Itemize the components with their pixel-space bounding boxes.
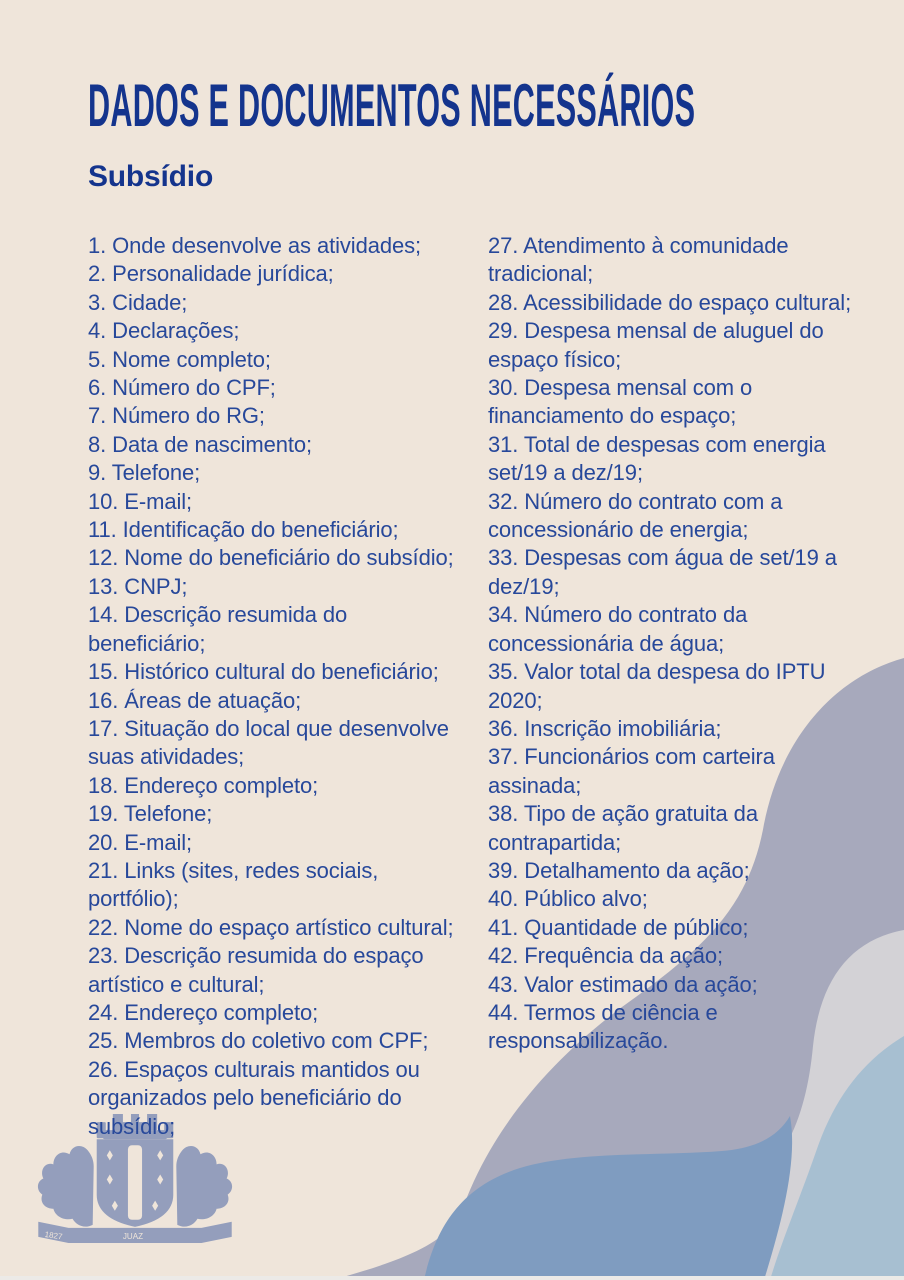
list-item: 38. Tipo de ação gratuita da contrapartida;: [488, 801, 758, 855]
list-item: 17. Situação do local que desenvolve suas atividades;: [88, 715, 449, 770]
list-item: 13. CNPJ;: [88, 573, 188, 599]
requirements-column-right: [488, 232, 866, 1056]
list-item: 34. Número do contrato da concessionária de água;: [488, 602, 748, 656]
list-item: 7. Número do RG;: [88, 403, 265, 429]
list-item: 2. Personalidade jurídica;: [88, 261, 334, 287]
list-item: 32. Número do contrato com a concessionário de energia;: [488, 488, 783, 543]
list-item: 30. Despesa mensal com o financiamento do espaço;: [488, 375, 753, 429]
list-item: 22. Nome do espaço artístico cultural;: [88, 914, 454, 940]
list-item: 41. Quantidade de público;: [488, 914, 749, 940]
list-item: 20. E-mail;: [88, 829, 193, 855]
list-item: 35. Valor total da despesa do IPTU 2020;: [488, 659, 826, 713]
list-item: 1. Onde desenvolve as atividades;: [88, 233, 422, 258]
page-subtitle: Subsídio: [88, 160, 214, 193]
requirements-column-left: [88, 232, 466, 1141]
list-item: 24. Endereço completo;: [88, 999, 319, 1025]
list-item: 43. Valor estimado da ação;: [488, 971, 758, 997]
list-item: 25. Membros do coletivo com CPF;: [88, 1028, 429, 1054]
list-item: 33. Despesas com água de set/19 a dez/19;: [488, 545, 837, 599]
list-item: 40. Público alvo;: [488, 886, 648, 912]
list-item: 5. Nome completo;: [88, 346, 271, 372]
list-item: 28. Acessibilidade do espaço cultural;: [488, 289, 852, 315]
list-item: 42. Frequência da ação;: [488, 943, 723, 969]
list-item: 4. Declarações;: [88, 318, 240, 344]
list-item: 14. Descrição resumida do beneficiário;: [88, 602, 348, 656]
list-item: 16. Áreas de atuação;: [88, 687, 302, 713]
list-item: 31. Total de despesas com energia set/19 a dez/19;: [488, 431, 826, 486]
list-item: 3. Cidade;: [88, 289, 188, 315]
list-item: 18. Endereço completo;: [88, 772, 319, 798]
list-item: 9. Telefone;: [88, 460, 201, 486]
ribbon-name-text: JUAZ: [122, 1231, 144, 1241]
list-item: 12. Nome do beneficiário do subsídio;: [88, 545, 454, 571]
list-item: 23. Descrição resumida do espaço artístico e cultural;: [88, 943, 424, 997]
ribbon-year-text: 1827: [44, 1229, 64, 1242]
list-item: 10. E-mail;: [88, 488, 193, 514]
list-item: 11. Identificação do beneficiário;: [88, 517, 399, 543]
list-item: 29. Despesa mensal de aluguel do espaço físico;: [488, 318, 824, 372]
list-item: 26. Espaços culturais mantidos ou organizados pelo beneficiário do subsídio;: [88, 1056, 420, 1139]
list-item: 19. Telefone;: [88, 801, 213, 827]
list-item: 39. Detalhamento da ação;: [488, 857, 750, 883]
page-title: DADOS E DOCUMENTOS NECESSÁRIOS: [88, 72, 696, 139]
list-item: 36. Inscrição imobiliária;: [488, 715, 722, 741]
list-item: 8. Data de nascimento;: [88, 431, 313, 457]
list-item: 37. Funcionários com carteira assinada;: [488, 744, 775, 798]
list-item: 21. Links (sites, redes sociais, portfólio);: [88, 857, 379, 912]
list-item: 27. Atendimento à comunidade tradicional;: [488, 233, 789, 287]
bottom-edge-strip: [0, 1276, 904, 1280]
list-item: 15. Histórico cultural do beneficiário;: [88, 659, 439, 685]
list-item: 6. Número do CPF;: [88, 375, 276, 401]
list-item: 44. Termos de ciência e responsabilização.: [488, 999, 718, 1054]
